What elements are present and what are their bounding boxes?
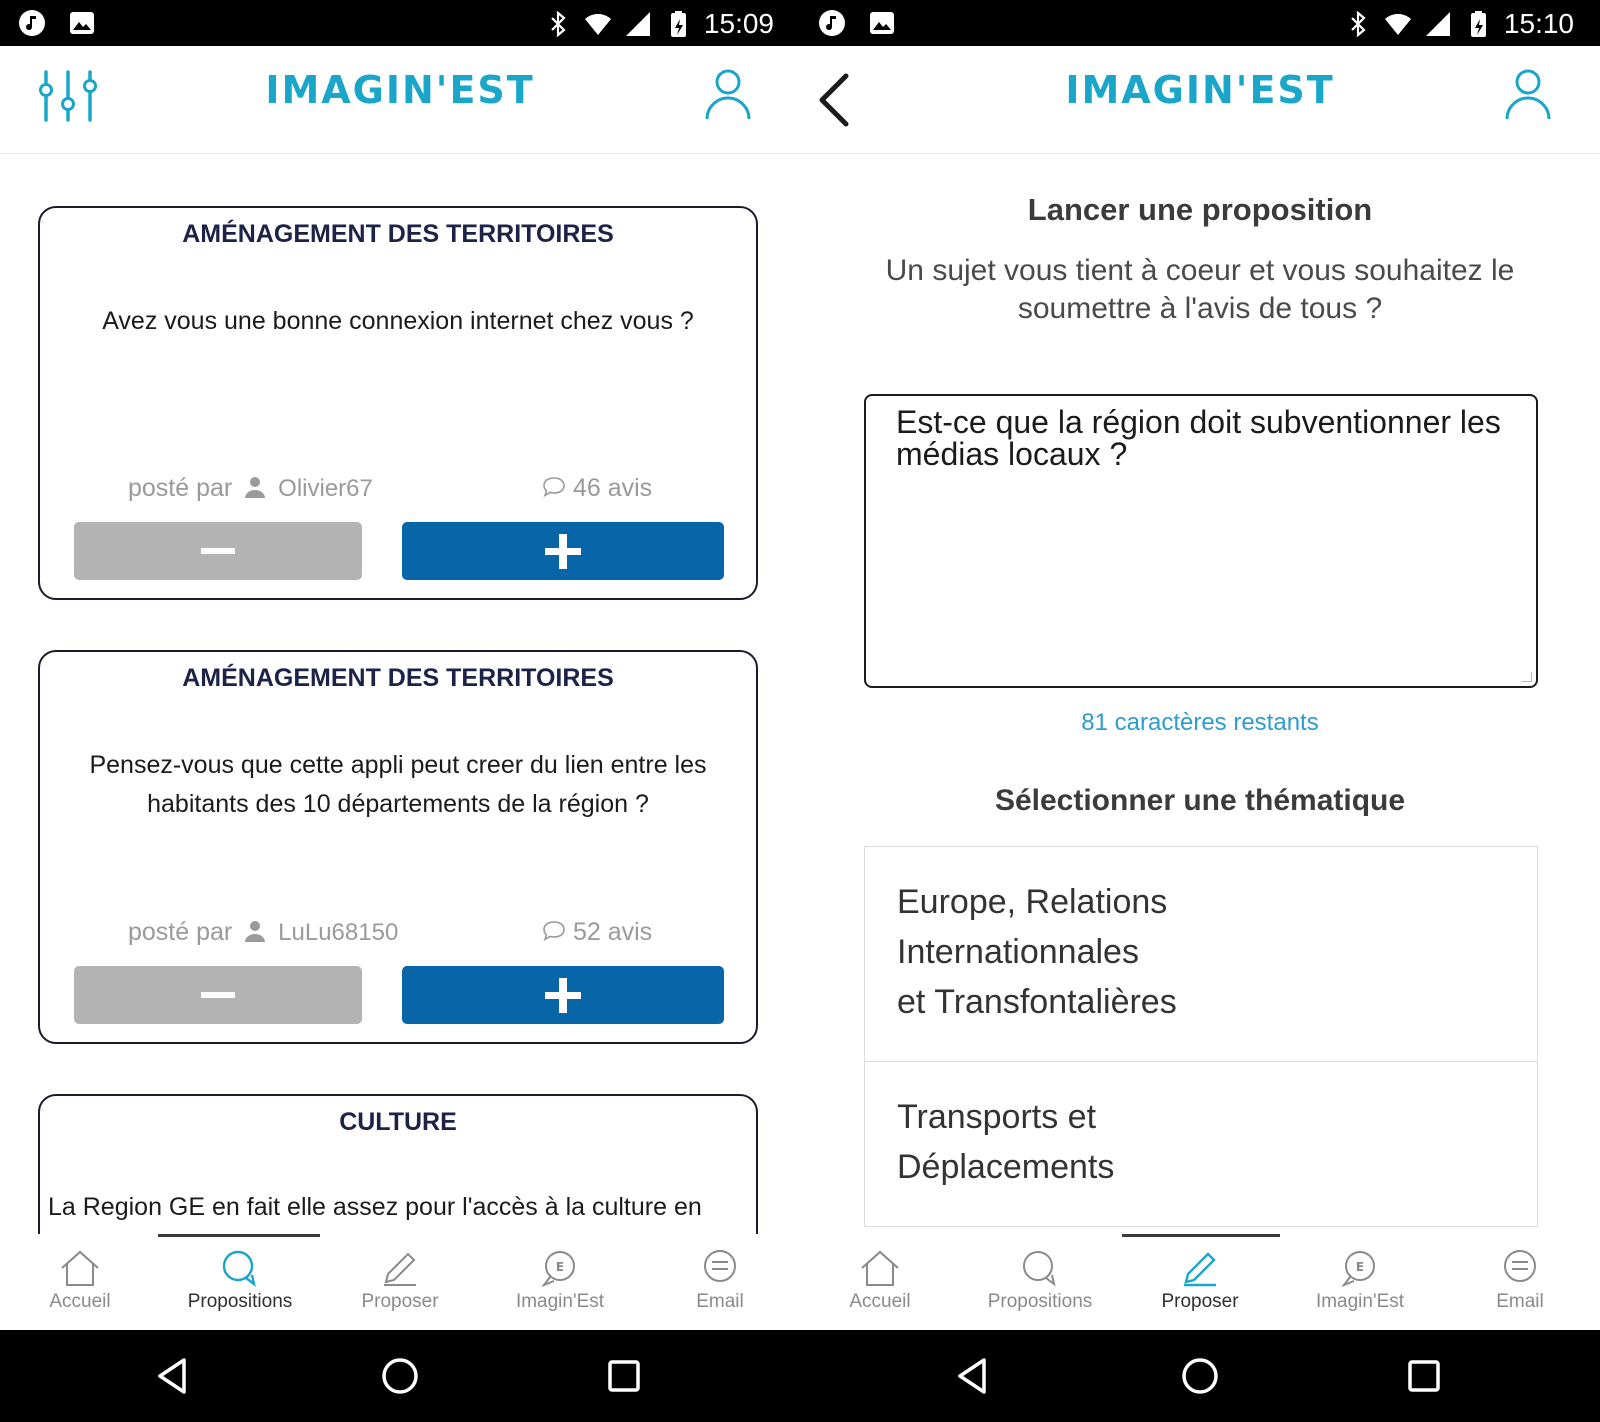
status-bar (800, 0, 1600, 46)
theme-option[interactable]: Transports et Déplacements (865, 1062, 1537, 1227)
vote-for-button[interactable] (402, 522, 724, 580)
email-chat-icon (1498, 1248, 1542, 1288)
system-navigation-bar (800, 1330, 1600, 1422)
bluetooth-icon (544, 10, 572, 38)
card-question: Avez vous une bonne connexion internet chez vous ? (102, 307, 694, 335)
proposition-card[interactable] (38, 650, 758, 1044)
app-header (800, 46, 1600, 154)
system-navigation-bar (0, 1330, 800, 1422)
proposal-textarea[interactable] (864, 394, 1538, 688)
vote-against-button[interactable] (74, 966, 362, 1024)
screen-proposer (800, 0, 1600, 1422)
bluetooth-icon (1344, 10, 1372, 38)
bottom-navigation (0, 1234, 800, 1330)
user-icon (245, 476, 265, 498)
card-theme: AMÉNAGEMENT DES TERRITOIRES (182, 220, 614, 248)
card-question: La Region GE en fait elle assez pour l'accès à la culture en (48, 1193, 702, 1221)
recents-square-icon[interactable] (602, 1354, 646, 1398)
image-notification-icon (68, 9, 96, 37)
pencil-icon (1178, 1248, 1222, 1288)
nav-propositions[interactable]: Propositions (960, 1234, 1120, 1330)
card-theme: AMÉNAGEMENT DES TERRITOIRES (182, 664, 614, 692)
nav-imaginest[interactable]: E Imagin'Est (480, 1234, 640, 1330)
pencil-icon (378, 1248, 422, 1288)
propositions-feed[interactable] (0, 154, 800, 1234)
nav-email[interactable]: Email (1440, 1234, 1600, 1330)
comment-icon (542, 920, 566, 942)
recents-square-icon[interactable] (1402, 1354, 1446, 1398)
battery-icon (1464, 10, 1492, 38)
proposal-form (800, 154, 1600, 1234)
author-name[interactable]: Olivier67 (278, 475, 373, 502)
chat-bubbles-icon (218, 1248, 262, 1288)
posted-by (128, 474, 373, 503)
back-triangle-icon[interactable] (152, 1354, 196, 1398)
imaginest-chat-icon (1338, 1248, 1382, 1288)
clock: 15:10 (1503, 8, 1574, 39)
status-bar (0, 0, 800, 46)
app-logo: IMAGIN'EST (265, 68, 535, 112)
card-theme: CULTURE (339, 1108, 457, 1136)
app-logo: IMAGIN'EST (1065, 68, 1335, 112)
clock: 15:09 (703, 8, 774, 39)
theme-select-title: Sélectionner une thématique (994, 784, 1406, 817)
characters-remaining: 81 caractères restants (1081, 709, 1319, 736)
imaginest-chat-icon (538, 1248, 582, 1288)
user-profile-icon[interactable] (704, 66, 752, 122)
nav-propositions[interactable]: Propositions (160, 1234, 320, 1330)
nav-imaginest[interactable]: E Imagin'Est (1280, 1234, 1440, 1330)
nav-proposer[interactable]: Proposer (320, 1234, 480, 1330)
back-triangle-icon[interactable] (952, 1354, 996, 1398)
music-notification-icon (818, 9, 846, 37)
theme-list[interactable] (864, 846, 1538, 1227)
nav-proposer[interactable]: Proposer (1120, 1234, 1280, 1330)
music-notification-icon (18, 9, 46, 37)
email-chat-icon (698, 1248, 742, 1288)
proposition-card[interactable] (38, 206, 758, 600)
card-question: Pensez-vous que cette appli peut creer du lien entre les habitants des 10 départements de la région ? (89, 751, 707, 818)
vote-for-button[interactable] (402, 966, 724, 1024)
vote-against-button[interactable] (74, 522, 362, 580)
svg-text:E: E (1355, 1260, 1365, 1274)
chat-bubbles-icon (1018, 1248, 1062, 1288)
nav-accueil[interactable]: Accueil (800, 1234, 960, 1330)
image-notification-icon (868, 9, 896, 37)
form-subtitle: Un sujet vous tient à coeur et vous souhaitez le soumettre à l'avis de tous ? (885, 254, 1515, 325)
review-count[interactable]: 52 avis (542, 918, 652, 947)
home-icon (858, 1248, 902, 1288)
home-icon (58, 1248, 102, 1288)
posted-by-label: posté par (128, 474, 233, 502)
comment-icon (542, 476, 566, 498)
home-circle-icon[interactable] (1178, 1354, 1222, 1398)
bottom-navigation (800, 1234, 1600, 1330)
app-header (0, 46, 800, 154)
user-icon (245, 920, 265, 942)
proposal-text: Est-ce que la région doit subventionner les médias locaux ? (896, 404, 1501, 472)
wifi-icon (1384, 10, 1412, 38)
nav-email[interactable]: Email (640, 1234, 800, 1330)
signal-icon (1424, 10, 1452, 38)
form-title: Lancer une proposition (1027, 192, 1373, 227)
review-count[interactable]: 46 avis (542, 474, 652, 503)
theme-option[interactable]: Europe, Relations Internationnales et Transfontalières (865, 847, 1537, 1062)
posted-by (128, 918, 398, 947)
home-circle-icon[interactable] (378, 1354, 422, 1398)
posted-by-label: posté par (128, 918, 233, 946)
nav-accueil[interactable]: Accueil (0, 1234, 160, 1330)
proposition-card[interactable] (38, 1094, 758, 1234)
resize-grip-icon[interactable] (1522, 672, 1532, 682)
author-name[interactable]: LuLu68150 (278, 919, 399, 946)
user-profile-icon[interactable] (1504, 66, 1552, 122)
wifi-icon (584, 10, 612, 38)
battery-icon (664, 10, 692, 38)
signal-icon (624, 10, 652, 38)
svg-text:E: E (555, 1260, 565, 1274)
